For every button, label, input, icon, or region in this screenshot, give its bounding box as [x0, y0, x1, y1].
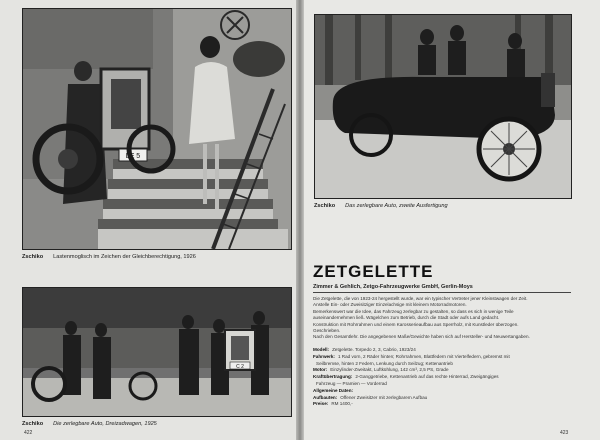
book-spine [296, 0, 304, 440]
caption-credit: Zschiko [22, 421, 44, 427]
body-line: Geschrieben. [313, 328, 341, 334]
caption-text: Die zerlegbare Auto, Dreizadwagen, 1925 [53, 421, 157, 427]
body-line: Nach den Gesamtlehr. Die angegebenen Maße/Gewichte haben sich auf Hersteller- und Neuwertangaben. [313, 334, 530, 340]
spec-label: Fahrwerk: [313, 353, 335, 359]
caption-credit: Zschiko [314, 203, 336, 209]
photo-stairs-vehicle [22, 8, 292, 250]
divider-rule [313, 292, 571, 293]
spec-label: Preise: [313, 401, 329, 407]
page-number-right: 423 [560, 430, 569, 436]
spec-row-drivetrain [313, 374, 571, 381]
spec-label: Allgemeine Daten: [313, 387, 354, 393]
spec-row-drivetrain-cont [313, 381, 571, 388]
spec-row-chassis [313, 354, 571, 361]
photo-group-vehicle-image [23, 288, 291, 416]
spec-value: Zetgelette. Torpedo 2, 3, Cabrio, 1923/24 [332, 347, 416, 352]
spec-value: 1 Rad vorn, 2 Räder hinten; Rohrrahmen, Blattfedern mit Viertelfedern, gebremst mit [337, 353, 510, 359]
license-plate-left: LE 5 [125, 153, 141, 160]
photo-touring-car [314, 14, 572, 199]
article-subtitle: Zimmer & Gehlich, Zetgo-Fahrzeugwerke GmbH, Gerlin-Moys [313, 284, 473, 290]
caption-credit: Zschiko [22, 254, 44, 260]
spec-row-model [313, 347, 571, 354]
spec-list [313, 347, 571, 408]
spec-row-chassis-cont [313, 361, 571, 368]
spec-label: Aufbauten: [313, 394, 338, 400]
license-plate-right: C 2 [236, 364, 244, 370]
spec-value: Seilbremse, hinten 2 Federn, Lenkung durch Seilzug; Kettenantrieb [316, 360, 453, 366]
caption-top-right [314, 203, 448, 209]
spec-label: Modell: [313, 347, 330, 352]
spec-value: Offener Zweisitzer mit zerlegbarem Aufbau [340, 394, 428, 400]
photo-touring-car-image [315, 15, 571, 198]
spec-value: 2-Ganggetriebe, Kettenantrieb auf das rechte Hinterrad, Zweigängiges [355, 374, 499, 380]
body-line: Anstelle Ein- oder Zweisitziger Einzelachsige mit kleinem Motorradmotoren. [313, 302, 467, 308]
article-body [313, 296, 571, 341]
spec-label: Motor: [313, 367, 328, 373]
spec-value: Einzylinder-Zweitakt, Luftkühlung, 142 cm³, 2,5 PS, Grade [330, 367, 449, 373]
page-number-left: 422 [24, 430, 33, 436]
article-title: ZETGELETTE [313, 262, 434, 281]
body-line: auseinandernehmen ließ. Wägelchen zum Betrieb, durch die Stadt oder aufs Land gedacht. [313, 315, 500, 321]
spec-value: Fahrzeug — Pramien — Vorderrad [316, 380, 387, 386]
spec-row-price [313, 401, 571, 408]
photo-stairs-vehicle-image [23, 9, 291, 249]
spec-row-body [313, 395, 571, 402]
spec-value: RM 1400,- [331, 401, 353, 407]
spec-row-general [313, 388, 571, 395]
spec-label: Kraftübertragung: [313, 374, 353, 380]
caption-bottom-left [22, 421, 157, 427]
body-line: Konstruktion mit Rohrrahmen und einem Karosserieaufbau aus Sperrholz, mit Kunstleder überzogen. [313, 321, 519, 327]
body-line: Die Zetgelette, die von 1923-24 hergestellt wurde, war ein typischer Vertreter jener Kleinstwagen der Zeit. [313, 296, 528, 301]
caption-text: Lastenmoglisch im Zeichen der Gleichberechtigung, 1926 [53, 254, 196, 260]
caption-text: Das zerlegbare Auto, zweite Ausfertigung [345, 203, 448, 209]
caption-top-left [22, 254, 196, 260]
spec-row-engine [313, 367, 571, 374]
body-line: Bemerkenswert war die Idee, das Fahrzeug zerlegbar zu gestalten, so dass es sich in wenige Teile [313, 308, 514, 314]
photo-group-vehicle [22, 287, 292, 417]
